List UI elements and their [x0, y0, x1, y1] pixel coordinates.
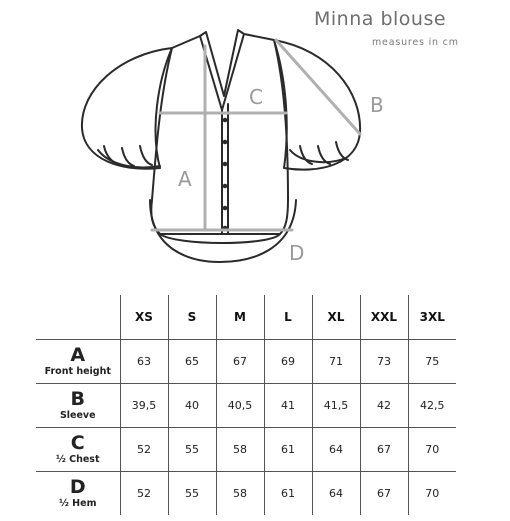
- table-cell: 71: [312, 340, 360, 384]
- table-cell: 61: [264, 428, 312, 472]
- measurement-name: ½ Chest: [55, 454, 100, 465]
- measurement-label-cell: [36, 428, 120, 472]
- table-row: [36, 384, 456, 428]
- size-header: XS: [120, 295, 168, 340]
- table-cell: 58: [216, 472, 264, 516]
- table-cell: 67: [216, 340, 264, 384]
- table-cell: 67: [360, 428, 408, 472]
- corner-cell: [36, 295, 120, 340]
- blouse-body: [151, 34, 288, 234]
- table-cell: 42: [360, 384, 408, 428]
- table-cell: 61: [264, 472, 312, 516]
- page-title: Minna blouse: [314, 8, 447, 30]
- table-cell: 41,5: [312, 384, 360, 428]
- label-a: A: [178, 167, 192, 191]
- measurement-letter: A: [70, 344, 86, 366]
- table-cell: 55: [168, 428, 216, 472]
- size-header: 3XL: [408, 295, 456, 340]
- measurement-letter: D: [69, 476, 86, 498]
- table-cell: 70: [408, 472, 456, 516]
- size-header: M: [216, 295, 264, 340]
- table-cell: 73: [360, 340, 408, 384]
- table-cell: 67: [360, 472, 408, 516]
- table-cell: 64: [312, 472, 360, 516]
- table-cell: 58: [216, 428, 264, 472]
- size-chart-table: [36, 295, 456, 515]
- size-header: XL: [312, 295, 360, 340]
- measurement-label-cell: [36, 384, 120, 428]
- table-row: [36, 428, 456, 472]
- table-cell: 64: [312, 428, 360, 472]
- label-d: D: [289, 241, 305, 265]
- left-sleeve: [82, 48, 172, 169]
- size-header: L: [264, 295, 312, 340]
- table-cell: 69: [264, 340, 312, 384]
- page-subtitle: measures in cm: [372, 37, 459, 48]
- size-header: XXL: [360, 295, 408, 340]
- size-header: S: [168, 295, 216, 340]
- table-cell: 55: [168, 472, 216, 516]
- table-row: [36, 472, 456, 516]
- table-cell: 52: [120, 472, 168, 516]
- table-cell: 40,5: [216, 384, 264, 428]
- label-b: B: [370, 93, 384, 117]
- measurement-letter: C: [70, 432, 85, 454]
- button-placket: [222, 104, 228, 234]
- measurement-name: ½ Hem: [59, 498, 97, 509]
- table-cell: 42,5: [408, 384, 456, 428]
- label-c: C: [249, 85, 263, 109]
- size-header-row: [36, 295, 456, 340]
- table-cell: 52: [120, 428, 168, 472]
- table-cell: 70: [408, 428, 456, 472]
- table-cell: 75: [408, 340, 456, 384]
- measurement-label-cell: [36, 472, 120, 516]
- table-row: [36, 340, 456, 384]
- buttons: [223, 118, 228, 231]
- table-cell: 40: [168, 384, 216, 428]
- table-cell: 39,5: [120, 384, 168, 428]
- measurement-letter: B: [70, 388, 85, 410]
- table-cell: 41: [264, 384, 312, 428]
- measurement-name: Front height: [44, 366, 111, 377]
- table-cell: 65: [168, 340, 216, 384]
- measurement-label-cell: [36, 340, 120, 384]
- table-cell: 63: [120, 340, 168, 384]
- measurement-name: Sleeve: [59, 410, 96, 421]
